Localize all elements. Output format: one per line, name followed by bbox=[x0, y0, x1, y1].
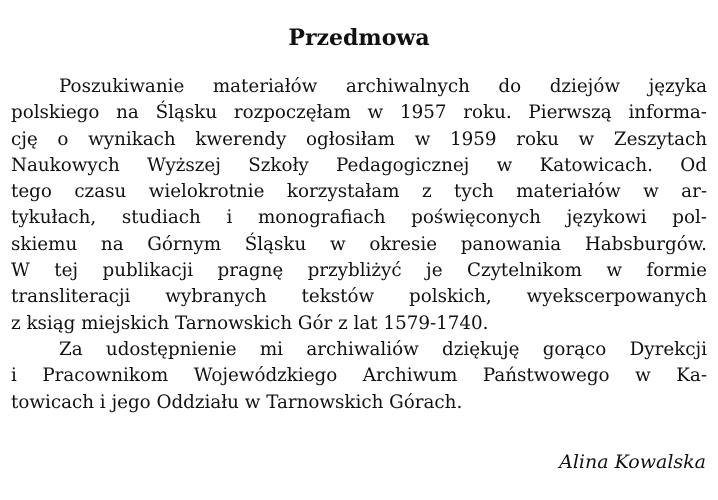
text-line: Naukowych Wyższej Szkoły Pedagogicznej w Katowicach. Od bbox=[11, 154, 707, 176]
text-line: transliteracji wybranych tekstów polskich, wyekscerpowanych bbox=[11, 286, 707, 308]
paragraph-1 bbox=[11, 74, 707, 337]
body-text bbox=[11, 74, 707, 416]
text-line: polskiego na Śląsku rozpoczęłam w 1957 roku. Pierwszą informa- bbox=[11, 102, 707, 124]
text-line: Za udostępnienie mi archiwaliów dziękuję gorąco Dyrekcji bbox=[59, 338, 707, 360]
page-title: Przedmowa bbox=[288, 25, 430, 51]
text-line: tykułach, studiach i monografiach poświęconych językowi pol- bbox=[11, 207, 707, 229]
text-line: cję o wynikach kwerendy ogłosiłam w 1959 roku w Zeszytach bbox=[11, 128, 707, 150]
author-signature: Alina Kowalska bbox=[559, 451, 706, 473]
text-line: W tej publikacji pragnę przybliżyć je Czytelnikom w formie bbox=[11, 260, 707, 282]
paragraph-2 bbox=[11, 337, 707, 416]
text-line: z ksiąg miejskich Tarnowskich Gór z lat 1579-1740. bbox=[11, 312, 489, 334]
text-line: tego czasu wielokrotnie korzystałam z tych materiałów w ar- bbox=[11, 181, 707, 203]
text-line: i Pracownikom Wojewódzkiego Archiwum Państwowego w Ka- bbox=[11, 365, 707, 387]
text-line: skiemu na Górnym Śląsku w okresie panowania Habsburgów. bbox=[11, 233, 707, 255]
text-line: towicach i jego Oddziału w Tarnowskich Górach. bbox=[11, 391, 463, 413]
text-line: Poszukiwanie materiałów archiwalnych do dziejów języka bbox=[59, 76, 707, 97]
